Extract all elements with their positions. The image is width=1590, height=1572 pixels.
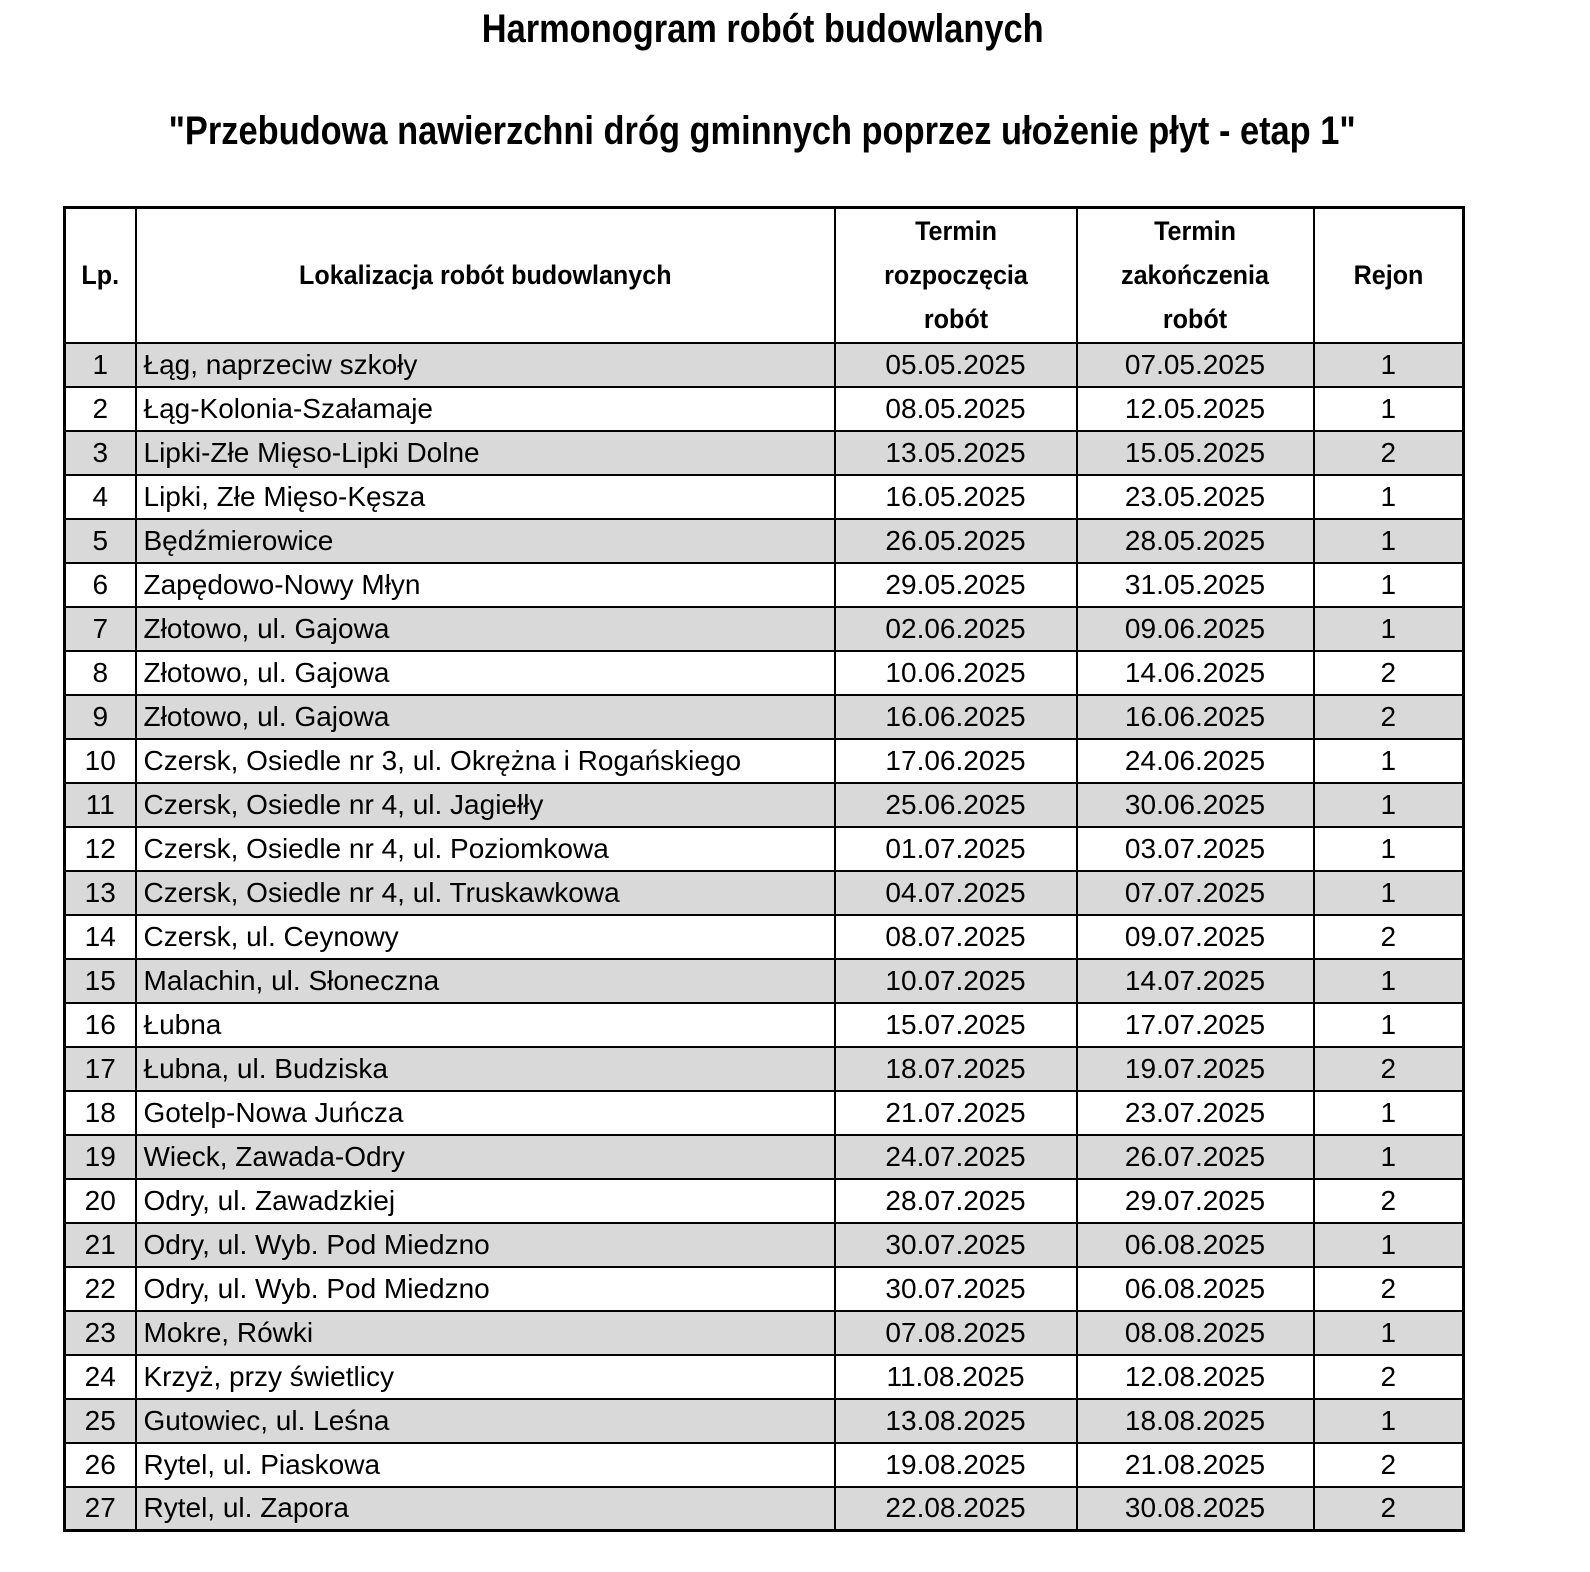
page-title	[63, 0, 1462, 52]
region-cell: 2	[1314, 1355, 1464, 1399]
row-number-cell: 16	[65, 1003, 136, 1047]
region-cell: 2	[1314, 915, 1464, 959]
header-region-label: Rejon	[1353, 260, 1424, 291]
row-number-cell: 1	[65, 343, 136, 387]
start-date-cell: 13.05.2025	[835, 431, 1077, 475]
end-date-cell: 26.07.2025	[1077, 1135, 1314, 1179]
start-date-cell: 05.05.2025	[835, 343, 1077, 387]
start-date-cell: 08.05.2025	[835, 387, 1077, 431]
table-row	[65, 1003, 1464, 1047]
start-date-cell: 16.06.2025	[835, 695, 1077, 739]
start-date-cell: 07.08.2025	[835, 1311, 1077, 1355]
region-cell: 2	[1314, 651, 1464, 695]
region-cell: 1	[1314, 827, 1464, 871]
header-start-date	[835, 208, 1077, 343]
start-date-cell: 21.07.2025	[835, 1091, 1077, 1135]
location-cell: Czersk, Osiedle nr 4, ul. Truskawkowa	[136, 871, 835, 915]
location-cell: Czersk, ul. Ceynowy	[136, 915, 835, 959]
location-cell: Czersk, Osiedle nr 4, ul. Jagiełły	[136, 783, 835, 827]
table-row	[65, 1355, 1464, 1399]
region-cell: 1	[1314, 475, 1464, 519]
table-row	[65, 959, 1464, 1003]
region-cell: 1	[1314, 1135, 1464, 1179]
table-row	[65, 387, 1464, 431]
start-date-cell: 01.07.2025	[835, 827, 1077, 871]
row-number-cell: 25	[65, 1399, 136, 1443]
table-row	[65, 1223, 1464, 1267]
row-number-cell: 12	[65, 827, 136, 871]
location-cell: Lipki-Złe Mięso-Lipki Dolne	[136, 431, 835, 475]
location-cell: Krzyż, przy świetlicy	[136, 1355, 835, 1399]
location-cell: Czersk, Osiedle nr 3, ul. Okrężna i Rogańskiego	[136, 739, 835, 783]
start-date-cell: 08.07.2025	[835, 915, 1077, 959]
location-cell: Rytel, ul. Piaskowa	[136, 1443, 835, 1487]
start-date-cell: 29.05.2025	[835, 563, 1077, 607]
row-number-cell: 7	[65, 607, 136, 651]
end-date-cell: 29.07.2025	[1077, 1179, 1314, 1223]
header-location-label: Lokalizacja robót budowlanych	[298, 260, 672, 291]
end-date-cell: 12.08.2025	[1077, 1355, 1314, 1399]
row-number-cell: 8	[65, 651, 136, 695]
row-number-cell: 5	[65, 519, 136, 563]
start-date-cell: 15.07.2025	[835, 1003, 1077, 1047]
region-cell: 1	[1314, 607, 1464, 651]
end-date-cell: 21.08.2025	[1077, 1443, 1314, 1487]
start-date-cell: 28.07.2025	[835, 1179, 1077, 1223]
region-cell: 2	[1314, 1047, 1464, 1091]
region-cell: 1	[1314, 783, 1464, 827]
schedule-table-body	[65, 343, 1464, 1531]
table-row	[65, 563, 1464, 607]
end-date-cell: 30.06.2025	[1077, 783, 1314, 827]
table-row	[65, 1179, 1464, 1223]
table-row	[65, 1267, 1464, 1311]
row-number-cell: 3	[65, 431, 136, 475]
header-end-date	[1077, 208, 1314, 343]
end-date-cell: 16.06.2025	[1077, 695, 1314, 739]
location-cell: Łubna	[136, 1003, 835, 1047]
region-cell: 1	[1314, 387, 1464, 431]
location-cell: Wieck, Zawada-Odry	[136, 1135, 835, 1179]
page-subtitle-text: "Przebudowa nawierzchni dróg gminnych poprzez ułożenie płyt - etap 1"	[168, 109, 1357, 153]
end-date-cell: 30.08.2025	[1077, 1487, 1314, 1531]
start-date-cell: 11.08.2025	[835, 1355, 1077, 1399]
table-row	[65, 343, 1464, 387]
start-date-cell: 30.07.2025	[835, 1223, 1077, 1267]
table-row	[65, 739, 1464, 783]
row-number-cell: 10	[65, 739, 136, 783]
row-number-cell: 27	[65, 1487, 136, 1531]
start-date-cell: 19.08.2025	[835, 1443, 1077, 1487]
row-number-cell: 21	[65, 1223, 136, 1267]
region-cell: 1	[1314, 1003, 1464, 1047]
table-row	[65, 1487, 1464, 1531]
page-title-text: Harmonogram robót budowlanych	[481, 7, 1044, 51]
region-cell: 1	[1314, 563, 1464, 607]
table-header-row	[65, 208, 1464, 343]
table-row	[65, 475, 1464, 519]
table-row	[65, 1311, 1464, 1355]
header-start-date-label: Termin rozpoczęcia robót	[883, 216, 1028, 335]
region-cell: 1	[1314, 1311, 1464, 1355]
end-date-cell: 28.05.2025	[1077, 519, 1314, 563]
region-cell: 1	[1314, 871, 1464, 915]
end-date-cell: 23.05.2025	[1077, 475, 1314, 519]
end-date-cell: 08.08.2025	[1077, 1311, 1314, 1355]
start-date-cell: 04.07.2025	[835, 871, 1077, 915]
start-date-cell: 24.07.2025	[835, 1135, 1077, 1179]
location-cell: Łubna, ul. Budziska	[136, 1047, 835, 1091]
page-subtitle	[63, 108, 1462, 154]
location-cell: Łąg-Kolonia-Szałamaje	[136, 387, 835, 431]
table-row	[65, 783, 1464, 827]
end-date-cell: 09.07.2025	[1077, 915, 1314, 959]
end-date-cell: 18.08.2025	[1077, 1399, 1314, 1443]
table-row	[65, 1443, 1464, 1487]
row-number-cell: 2	[65, 387, 136, 431]
header-lp	[65, 208, 136, 343]
table-row	[65, 519, 1464, 563]
table-row	[65, 651, 1464, 695]
table-row	[65, 871, 1464, 915]
end-date-cell: 03.07.2025	[1077, 827, 1314, 871]
location-cell: Złotowo, ul. Gajowa	[136, 607, 835, 651]
end-date-cell: 17.07.2025	[1077, 1003, 1314, 1047]
end-date-cell: 19.07.2025	[1077, 1047, 1314, 1091]
end-date-cell: 31.05.2025	[1077, 563, 1314, 607]
end-date-cell: 07.05.2025	[1077, 343, 1314, 387]
region-cell: 1	[1314, 1399, 1464, 1443]
table-row	[65, 827, 1464, 871]
table-row	[65, 607, 1464, 651]
start-date-cell: 10.07.2025	[835, 959, 1077, 1003]
table-row	[65, 431, 1464, 475]
row-number-cell: 17	[65, 1047, 136, 1091]
region-cell: 2	[1314, 1267, 1464, 1311]
document-content	[63, 0, 1462, 1532]
row-number-cell: 6	[65, 563, 136, 607]
table-row	[65, 1135, 1464, 1179]
location-cell: Złotowo, ul. Gajowa	[136, 651, 835, 695]
row-number-cell: 26	[65, 1443, 136, 1487]
row-number-cell: 11	[65, 783, 136, 827]
location-cell: Czersk, Osiedle nr 4, ul. Poziomkowa	[136, 827, 835, 871]
end-date-cell: 07.07.2025	[1077, 871, 1314, 915]
location-cell: Malachin, ul. Słoneczna	[136, 959, 835, 1003]
location-cell: Rytel, ul. Zapora	[136, 1487, 835, 1531]
end-date-cell: 06.08.2025	[1077, 1223, 1314, 1267]
location-cell: Odry, ul. Zawadzkiej	[136, 1179, 835, 1223]
region-cell: 1	[1314, 519, 1464, 563]
header-region	[1314, 208, 1464, 343]
start-date-cell: 17.06.2025	[835, 739, 1077, 783]
end-date-cell: 14.07.2025	[1077, 959, 1314, 1003]
start-date-cell: 26.05.2025	[835, 519, 1077, 563]
location-cell: Odry, ul. Wyb. Pod Miedzno	[136, 1267, 835, 1311]
row-number-cell: 18	[65, 1091, 136, 1135]
end-date-cell: 12.05.2025	[1077, 387, 1314, 431]
end-date-cell: 23.07.2025	[1077, 1091, 1314, 1135]
row-number-cell: 9	[65, 695, 136, 739]
end-date-cell: 15.05.2025	[1077, 431, 1314, 475]
table-row	[65, 1091, 1464, 1135]
end-date-cell: 14.06.2025	[1077, 651, 1314, 695]
location-cell: Lipki, Złe Mięso-Kęsza	[136, 475, 835, 519]
region-cell: 1	[1314, 739, 1464, 783]
row-number-cell: 15	[65, 959, 136, 1003]
start-date-cell: 30.07.2025	[835, 1267, 1077, 1311]
header-location	[136, 208, 835, 343]
row-number-cell: 14	[65, 915, 136, 959]
location-cell: Gutowiec, ul. Leśna	[136, 1399, 835, 1443]
table-row	[65, 1399, 1464, 1443]
row-number-cell: 4	[65, 475, 136, 519]
location-cell: Łąg, naprzeciw szkoły	[136, 343, 835, 387]
location-cell: Będźmierowice	[136, 519, 835, 563]
row-number-cell: 13	[65, 871, 136, 915]
row-number-cell: 23	[65, 1311, 136, 1355]
start-date-cell: 13.08.2025	[835, 1399, 1077, 1443]
start-date-cell: 25.06.2025	[835, 783, 1077, 827]
region-cell: 1	[1314, 959, 1464, 1003]
region-cell: 2	[1314, 1443, 1464, 1487]
table-row	[65, 1047, 1464, 1091]
region-cell: 2	[1314, 695, 1464, 739]
start-date-cell: 18.07.2025	[835, 1047, 1077, 1091]
start-date-cell: 22.08.2025	[835, 1487, 1077, 1531]
header-lp-label: Lp.	[81, 260, 120, 291]
region-cell: 1	[1314, 1223, 1464, 1267]
location-cell: Zapędowo-Nowy Młyn	[136, 563, 835, 607]
end-date-cell: 24.06.2025	[1077, 739, 1314, 783]
row-number-cell: 20	[65, 1179, 136, 1223]
location-cell: Gotelp-Nowa Juńcza	[136, 1091, 835, 1135]
region-cell: 1	[1314, 343, 1464, 387]
table-row	[65, 695, 1464, 739]
start-date-cell: 10.06.2025	[835, 651, 1077, 695]
start-date-cell: 02.06.2025	[835, 607, 1077, 651]
end-date-cell: 06.08.2025	[1077, 1267, 1314, 1311]
region-cell: 2	[1314, 431, 1464, 475]
row-number-cell: 22	[65, 1267, 136, 1311]
region-cell: 2	[1314, 1487, 1464, 1531]
table-row	[65, 915, 1464, 959]
region-cell: 1	[1314, 1091, 1464, 1135]
header-end-date-label: Termin zakończenia robót	[1121, 216, 1269, 335]
end-date-cell: 09.06.2025	[1077, 607, 1314, 651]
schedule-table	[63, 206, 1465, 1532]
row-number-cell: 19	[65, 1135, 136, 1179]
row-number-cell: 24	[65, 1355, 136, 1399]
region-cell: 2	[1314, 1179, 1464, 1223]
location-cell: Złotowo, ul. Gajowa	[136, 695, 835, 739]
start-date-cell: 16.05.2025	[835, 475, 1077, 519]
location-cell: Odry, ul. Wyb. Pod Miedzno	[136, 1223, 835, 1267]
location-cell: Mokre, Rówki	[136, 1311, 835, 1355]
